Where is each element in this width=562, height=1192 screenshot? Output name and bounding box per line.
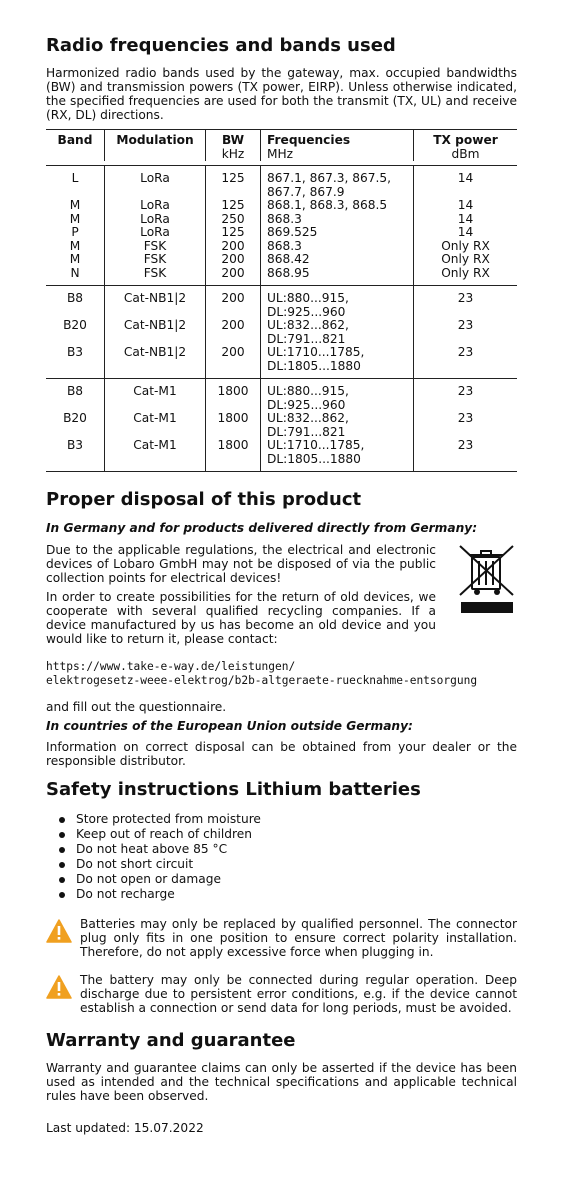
cell-band: B20 — [63, 318, 87, 332]
cell-band: M — [69, 211, 81, 226]
cell-frequencies: 868.95 — [261, 267, 414, 286]
contact-url[interactable] — [46, 660, 517, 688]
warning-triangle-icon — [46, 919, 72, 943]
cell-frequencies: 867.1, 867.3, 867.5, 867.7, 867.9 — [261, 166, 414, 200]
cell-bw: 200 — [206, 267, 261, 286]
cell-bw: 1800 — [206, 379, 261, 413]
cell-modulation: LoRa — [105, 199, 206, 213]
disposal-heading: Proper disposal of this product — [46, 489, 362, 510]
cell-bw: 1800 — [206, 412, 261, 439]
battery-warning-2 — [46, 973, 517, 1015]
cell-txpower: 23 — [414, 346, 518, 379]
cell-txpower: Only RX — [414, 240, 518, 254]
cell-frequencies: UL:880...915, DL:925...960 — [261, 379, 414, 413]
cell-modulation: Cat-M1 — [105, 379, 206, 413]
last-updated: Last updated: 15.07.2022 — [46, 1121, 204, 1135]
table-row — [46, 199, 517, 213]
cell-band: N — [70, 265, 80, 280]
cell-modulation: Cat-M1 — [105, 439, 206, 472]
safety-item: Do not short circuit — [46, 857, 517, 872]
cell-modulation: FSK — [105, 267, 206, 286]
cell-frequencies: UL:880...915, DL:925...960 — [261, 286, 414, 320]
cell-band: M — [69, 252, 81, 266]
cell-modulation: Cat-NB1|2 — [105, 346, 206, 379]
cell-txpower: 14 — [414, 213, 518, 227]
cell-txpower: 23 — [414, 286, 518, 320]
table-row — [46, 213, 517, 227]
cell-frequencies: 869.525 — [261, 226, 414, 240]
eu-heading: In countries of the European Union outside Germany: — [46, 719, 413, 733]
th-frequencies: Frequencies MHz — [261, 130, 414, 162]
nb-rows — [46, 286, 517, 379]
cell-txpower: Only RX — [414, 253, 518, 267]
th-bw: BW kHz — [206, 130, 261, 162]
lora-rows — [46, 166, 517, 286]
table-row — [46, 439, 517, 472]
cell-txpower: 23 — [414, 379, 518, 413]
cell-frequencies: UL:1710...1785, DL:1805...1880 — [261, 439, 414, 472]
table-row — [46, 379, 517, 413]
cell-modulation: LoRa — [105, 226, 206, 240]
safety-item: Do not recharge — [46, 887, 517, 902]
cell-modulation: Cat-NB1|2 — [105, 319, 206, 346]
cell-frequencies: 868.3 — [261, 240, 414, 254]
cell-modulation: FSK — [105, 253, 206, 267]
cell-modulation: LoRa — [105, 213, 206, 227]
crossed-out-wheelie-bin-icon — [457, 543, 517, 615]
cell-frequencies: UL:832...862, DL:791...821 — [261, 319, 414, 346]
disposal-block — [46, 543, 517, 646]
cell-band: B8 — [66, 384, 84, 398]
disposal-para2: In order to create possibilities for the return of old devices, we cooperate with several qualified recycling companies. If a device manufactured by us has become an old device and you would like to return it, please contact: — [46, 590, 436, 646]
safety-item: Keep out of reach of children — [46, 827, 517, 842]
th-band: Band — [57, 133, 93, 147]
cell-band: B20 — [63, 411, 87, 425]
warranty-heading: Warranty and guarantee — [46, 1030, 296, 1051]
cell-bw: 250 — [206, 213, 261, 227]
safety-heading: Safety instructions Lithium batteries — [46, 779, 421, 800]
warning-2-text: The battery may only be connected during regular operation. Deep discharge due to persistent error conditions, e.g. if the device cannot establish a connection or send data for long periods, must be avoided. — [80, 973, 517, 1015]
cell-band: B8 — [66, 291, 84, 305]
radio-heading: Radio frequencies and bands used — [46, 35, 396, 56]
cell-band: P — [71, 225, 79, 239]
cell-txpower: 23 — [414, 439, 518, 472]
bands-table — [46, 129, 517, 472]
disposal-para1: Due to the applicable regulations, the electrical and electronic devices of Lobaro GmbH may not be disposed of via the public collection points for electrical devices! — [46, 543, 436, 585]
cell-band: B3 — [66, 438, 84, 452]
table-row — [46, 286, 517, 320]
table-row — [46, 226, 517, 240]
safety-item: Store protected from moisture — [46, 812, 517, 827]
cell-bw: 125 — [206, 199, 261, 213]
th-txpower: TX power dBm — [414, 130, 518, 162]
cell-frequencies: 868.3 — [261, 213, 414, 227]
th-modulation: Modulation — [105, 130, 206, 162]
cell-txpower: 23 — [414, 412, 518, 439]
url-line1[interactable]: https://www.take-e-way.de/leistungen/ — [46, 660, 296, 673]
cell-modulation: Cat-M1 — [105, 412, 206, 439]
cell-band: M — [69, 238, 81, 253]
disposal-para3: and fill out the questionnaire. — [46, 700, 227, 714]
safety-list — [46, 812, 517, 902]
cell-modulation: FSK — [105, 240, 206, 254]
disposal-para4: Information on correct disposal can be obtained from your dealer or the responsible distributor. — [46, 740, 517, 768]
table-row — [46, 412, 517, 439]
cell-bw: 1800 — [206, 439, 261, 472]
cell-bw: 200 — [206, 240, 261, 254]
table-row — [46, 319, 517, 346]
cell-band: L — [71, 171, 79, 185]
cell-bw: 125 — [206, 166, 261, 200]
url-line2[interactable]: elektrogesetz-weee-elektrog/b2b-altgeraete-ruecknahme-entsorgung — [46, 674, 478, 687]
table-row — [46, 346, 517, 379]
cell-txpower: 23 — [414, 319, 518, 346]
cell-bw: 200 — [206, 286, 261, 320]
safety-item: Do not heat above 85 °C — [46, 842, 517, 857]
germany-heading: In Germany and for products delivered directly from Germany: — [46, 521, 478, 535]
cell-frequencies: UL:1710...1785, DL:1805...1880 — [261, 346, 414, 379]
battery-warning-1 — [46, 917, 517, 959]
document-page — [46, 34, 517, 1135]
table-row — [46, 240, 517, 254]
cell-frequencies: UL:832...862, DL:791...821 — [261, 412, 414, 439]
m1-rows — [46, 379, 517, 472]
cell-txpower: Only RX — [414, 267, 518, 286]
cell-band: B3 — [66, 345, 84, 359]
cell-txpower: 14 — [414, 166, 518, 200]
cell-bw: 200 — [206, 346, 261, 379]
cell-modulation: Cat-NB1|2 — [105, 286, 206, 320]
cell-bw: 200 — [206, 319, 261, 346]
cell-txpower: 14 — [414, 199, 518, 213]
warning-1-text: Batteries may only be replaced by qualified personnel. The connector plug only fits in one position to ensure correct polarity installation. Therefore, do not apply excessive force when plugging in. — [80, 917, 517, 959]
cell-bw: 125 — [206, 226, 261, 240]
warning-triangle-icon — [46, 975, 72, 999]
safety-item: Do not open or damage — [46, 872, 517, 887]
warranty-text: Warranty and guarantee claims can only be asserted if the device has been used as intended and the technical specifications and applicable technical rules have been observed. — [46, 1061, 517, 1103]
radio-intro: Harmonized radio bands used by the gateway, max. occupied bandwidths (BW) and transmission powers (TX power, EIRP). Unless otherwise indicated, the specified frequencies are used for both the transmit (TX, UL) and receive (RX, DL) directions. — [46, 66, 517, 122]
cell-frequencies: 868.1, 868.3, 868.5 — [261, 199, 414, 213]
table-row — [46, 166, 517, 200]
cell-band: M — [69, 198, 81, 212]
cell-frequencies: 868.42 — [261, 253, 414, 267]
cell-modulation: LoRa — [105, 166, 206, 200]
cell-bw: 200 — [206, 253, 261, 267]
table-row — [46, 253, 517, 267]
table-row — [46, 267, 517, 286]
cell-txpower: 14 — [414, 226, 518, 240]
